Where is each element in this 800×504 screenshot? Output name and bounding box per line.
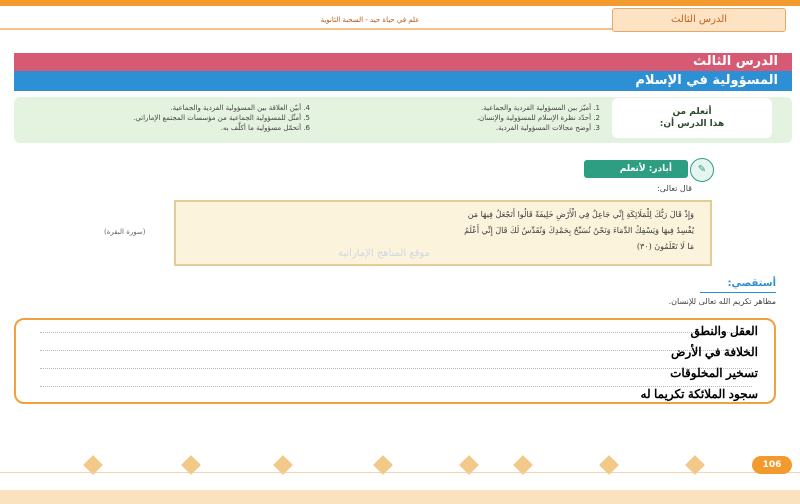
explore-prompt: مظاهر تكريم الله تعالى للإنسان.: [668, 297, 776, 306]
explore-underline: [700, 292, 776, 293]
objectives-label: [612, 98, 772, 138]
answer-dotline: [40, 368, 752, 369]
answer-dotline: [40, 332, 752, 333]
quran-line-2: يُفْسِدُ فِيهَا وَيَسْفِكُ الدِّمَاءَ وَنَحْنُ نُسَبِّحُ بِحَمْدِكَ وَنُقَدِّسُ لَكَ قَالَ إِنِّي أَعْلَمُ: [464, 226, 694, 235]
objective-item: 5. أمثّل للمسؤولية الجماعية من مؤسسات المجتمع الإماراتي.: [133, 114, 310, 122]
verse-intro: قال تعالى:: [657, 184, 692, 193]
objective-item: 2. أحدّد نظرة الإسلام للمسؤولية والإنسان.: [476, 114, 600, 122]
objective-item: 4. أبيّن العلاقة بين المسؤولية الفردية والجماعية.: [170, 104, 310, 112]
quran-line-3: مَا لَا تَعْلَمُونَ (٣٠): [636, 242, 694, 251]
objectives-label-line1: أتعلم من: [672, 107, 712, 117]
answer-line-2: الخلافة في الأرض: [671, 345, 758, 359]
page-number: 106: [752, 456, 792, 474]
lesson-subtitle: المسؤولية في الإسلام: [635, 73, 778, 88]
footer-line: [0, 472, 800, 473]
surah-reference: (سورة البقرة): [104, 228, 146, 236]
lesson-tab: الدرس الثالث: [612, 8, 786, 32]
objectives-list-left: [133, 103, 310, 133]
quran-line-1: وَإِذْ قَالَ رَبُّكَ لِلْمَلَائِكَةِ إِنِّي جَاعِلٌ فِي الْأَرْضِ خَلِيفَةً قَالُوا أَتَجْعَلُ فِيهَا مَن: [467, 210, 694, 219]
header-divider: [0, 28, 620, 30]
lesson-banner-top: [14, 53, 792, 71]
lesson-title: الدرس الثالث: [693, 54, 778, 69]
objective-item: 6. أتحمّل مسؤولية ما أكلَّف به.: [220, 124, 310, 132]
explore-title: أستقصي:: [727, 278, 776, 289]
objectives-label-line2: هذا الدرس أن:: [659, 119, 725, 129]
objective-item: 1. أميّز بين المسؤولية الفردية والجماعية.: [481, 104, 600, 112]
watermark: موقع المناهج الإماراتية: [338, 248, 431, 259]
answer-line-4: سجود الملائكة تكريما له: [640, 387, 758, 401]
objective-item: 3. أوضح مجالات المسؤولية الفردية.: [495, 124, 600, 132]
pencil-hand-icon: ✎: [690, 158, 714, 182]
objectives-list-right: [477, 103, 600, 133]
top-stripe: [0, 0, 800, 6]
answer-line-3: تسخير المخلوقات: [670, 366, 758, 380]
answer-dotline: [40, 350, 752, 351]
running-title: علم في حياة حيد - السحبة الثانوية: [320, 16, 420, 24]
section-heading: أبادر: لأتعلم: [619, 164, 672, 174]
answer-line-1: العقل والنطق: [690, 324, 758, 338]
bottom-stripe: [0, 490, 800, 504]
